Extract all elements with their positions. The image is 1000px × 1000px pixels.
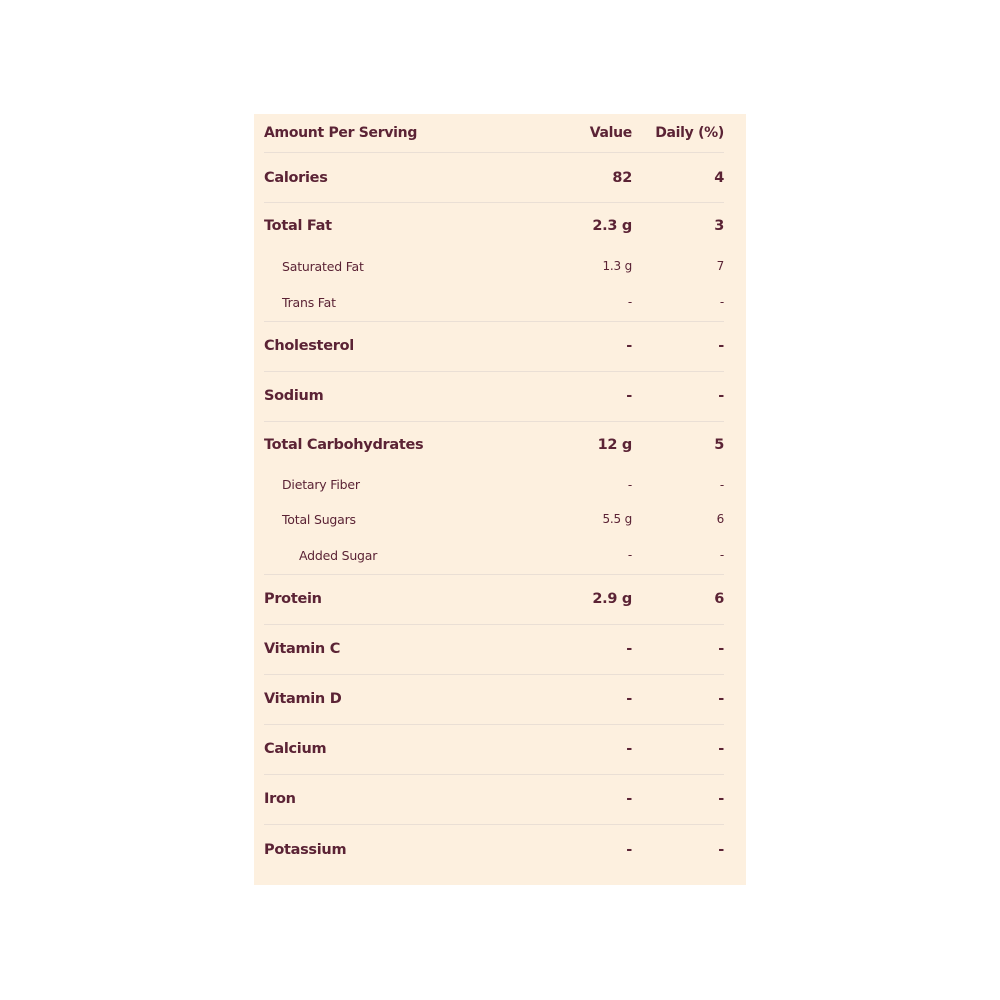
nutrient-value: - <box>626 841 632 858</box>
row-calories <box>264 153 724 203</box>
nutrient-label: Vitamin D <box>264 691 342 707</box>
nutrient-label: Cholesterol <box>264 338 354 354</box>
nutrient-daily: 3 <box>714 218 724 234</box>
nutrient-label: Potassium <box>264 841 347 858</box>
nutrient-value: - <box>627 295 632 309</box>
nutrient-value: 12 g <box>597 436 632 453</box>
row-calcium <box>264 725 724 775</box>
row-total-fat <box>264 203 724 249</box>
nutrient-value: - <box>626 338 632 354</box>
row-vitamin-c <box>264 625 724 675</box>
nutrient-label: Protein <box>264 591 322 607</box>
nutrient-value: - <box>626 641 632 657</box>
nutrient-daily: - <box>719 548 724 562</box>
row-saturated-fat <box>264 249 724 284</box>
nutrient-label: Dietary Fiber <box>282 477 360 493</box>
nutrient-label: Iron <box>264 791 296 807</box>
nutrient-value: - <box>626 741 632 757</box>
nutrient-daily: - <box>719 295 724 309</box>
nutrient-label: Calcium <box>264 741 327 757</box>
nutrient-daily: - <box>718 388 724 404</box>
nutrient-daily: - <box>718 741 724 757</box>
row-potassium <box>264 825 724 875</box>
row-protein <box>264 575 724 625</box>
nutrient-daily: 6 <box>716 512 724 527</box>
nutrient-label: Trans Fat <box>282 294 336 310</box>
row-iron <box>264 775 724 825</box>
row-total-carbohydrates <box>264 422 724 468</box>
nutrient-daily: 6 <box>714 591 724 607</box>
nutrient-daily: 5 <box>714 436 724 453</box>
nutrient-label: Added Sugar <box>299 547 378 563</box>
nutrient-value: - <box>627 548 632 562</box>
nutrient-label: Total Fat <box>264 218 332 234</box>
nutrition-facts-panel <box>254 114 746 885</box>
nutrient-daily: - <box>719 477 724 492</box>
row-dietary-fiber <box>264 468 724 503</box>
nutrient-label: Sodium <box>264 388 324 404</box>
nutrient-daily: 4 <box>714 169 724 186</box>
nutrient-daily: - <box>718 641 724 657</box>
nutrient-value: - <box>627 477 632 492</box>
header-amount-per-serving: Amount Per Serving <box>264 125 418 141</box>
nutrient-value: 2.9 g <box>592 591 632 607</box>
row-trans-fat <box>264 284 724 322</box>
nutrient-label: Total Sugars <box>282 511 356 527</box>
nutrient-label: Saturated Fat <box>282 258 364 274</box>
nutrient-daily: - <box>718 841 724 858</box>
nutrient-label: Vitamin C <box>264 641 341 657</box>
nutrient-daily: 7 <box>716 259 724 274</box>
nutrient-value: 2.3 g <box>592 218 632 234</box>
row-added-sugar <box>264 537 724 575</box>
nutrient-daily: - <box>718 791 724 807</box>
row-sodium <box>264 372 724 422</box>
row-cholesterol <box>264 322 724 372</box>
nutrient-label: Total Carbohydrates <box>264 436 424 453</box>
nutrient-label: Calories <box>264 169 328 186</box>
nutrient-value: - <box>626 791 632 807</box>
nutrient-value: - <box>626 388 632 404</box>
nutrient-daily: - <box>718 338 724 354</box>
nutrient-value: 5.5 g <box>602 512 632 527</box>
nutrient-value: - <box>626 691 632 707</box>
nutrition-table <box>264 114 724 875</box>
row-vitamin-d <box>264 675 724 725</box>
nutrient-value: 82 <box>612 169 632 186</box>
row-total-sugars <box>264 502 724 537</box>
nutrient-value: 1.3 g <box>602 259 632 274</box>
nutrient-daily: - <box>718 691 724 707</box>
header-daily-percent: Daily (%) <box>655 125 724 141</box>
table-header <box>264 114 724 153</box>
header-value: Value <box>589 125 632 141</box>
